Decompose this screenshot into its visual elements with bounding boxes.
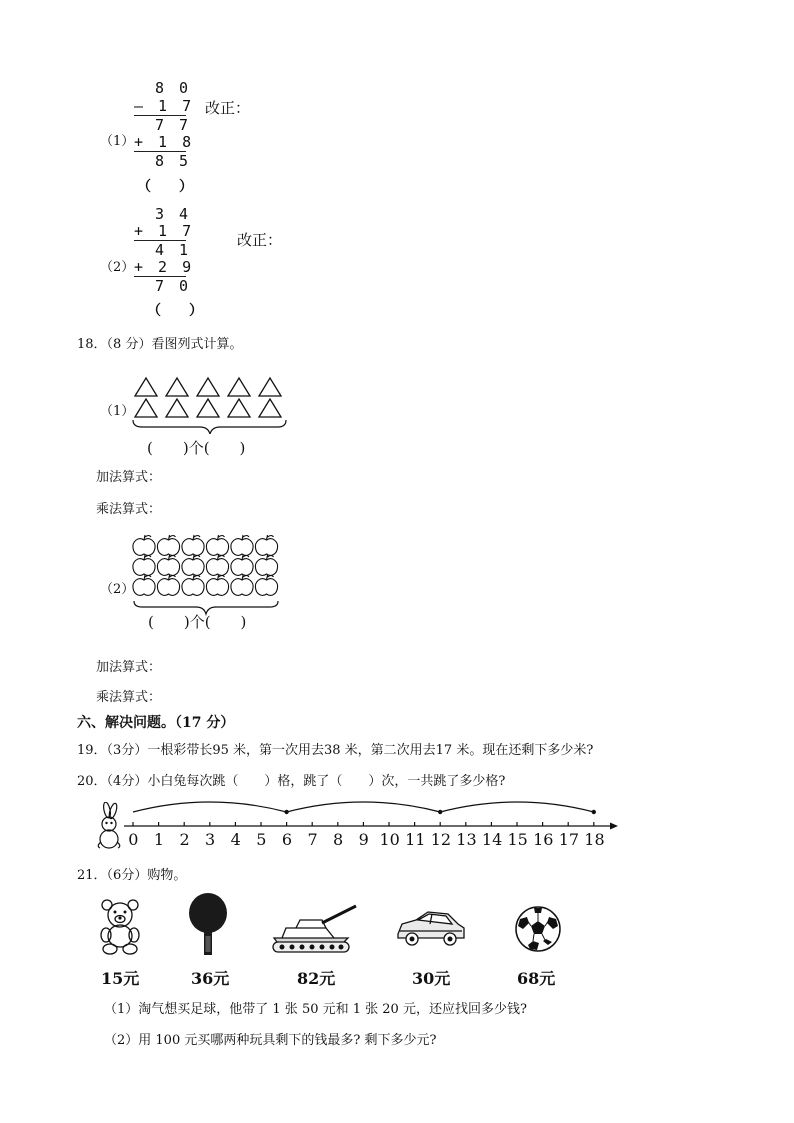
section6-title: 六、解决问题。（17 分） [77,715,235,731]
triangle-icon [166,378,188,396]
apple-icon [255,535,277,555]
q18-p2-add-label: 加法算式： [96,660,162,675]
q18-p1-caption[interactable]: ( )个( ) [147,439,246,457]
apple-icon [231,575,253,595]
apple-icon [157,555,179,575]
q18-p1-add-label: 加法算式： [96,470,162,485]
jump-landing-dot [592,810,595,813]
axis-arrow [610,823,618,830]
apple-icon [182,575,204,595]
ping-pong-paddle-icon [186,892,230,960]
number-label: 10 [379,830,400,849]
q18-p2-label: （2） [100,582,135,597]
number-label: 15 [507,830,528,849]
triangle-icon [259,378,281,396]
q17-p1-line1: 8 0 [155,79,192,97]
triangle-icon [197,378,219,396]
q18-p1-label: （1） [100,404,135,419]
q20-text: 20．（4分）小白兔每次跳（ ）格，跳了（ ）次，一共跳了多少格? [77,774,506,789]
q19-text: 19．（3分）一根彩带长95 米，第一次用去38 米，第二次用去17 米。现在还剩下多少米? [77,743,594,758]
q17-p1-correct-label: 改正： [205,99,251,117]
jump-arc [440,802,594,812]
number-line [120,798,620,832]
triangle-icon [259,399,281,417]
triangle-icon [135,399,157,417]
apple-icon [182,555,204,575]
triangle-icon [197,399,219,417]
number-label: 5 [256,830,267,849]
apple-icon [133,555,155,575]
apple-icon [206,575,228,595]
jump-arc [133,802,287,812]
q18-p2-caption[interactable]: ( )个( ) [148,613,247,631]
q17-p2-correct-label: 改正： [237,231,283,249]
toy-car-icon [394,906,468,950]
number-label: 0 [128,830,139,849]
triangle-icon [135,378,157,396]
number-label: 7 [307,830,318,849]
apple-icon [231,535,253,555]
number-label: 8 [333,830,344,849]
q17-p2-line5: 7 0 [155,277,192,295]
jump-arc [287,802,441,812]
apple-icon [255,555,277,575]
q17-p1-line5: 8 5 [155,152,192,170]
number-label: 14 [481,830,503,849]
apple-icon [157,575,179,595]
tank-icon [270,902,360,956]
q17-p1-line4: + 1 8 [134,133,195,151]
q18-p2-mul-label: 乘法算式： [96,690,162,705]
q21-sub1: （1）淘气想买足球，他带了 1 张 50 元和 1 张 20 元，还应找回多少钱? [104,1002,527,1017]
apple-icon [255,575,277,595]
teddy-bear-icon [98,898,142,956]
triangle-icon [228,399,250,417]
q17-p1-answer-paren[interactable]: （ ） [137,179,193,195]
apple-icon [133,575,155,595]
apple-icon [206,555,228,575]
price-tank: 82元 [297,969,336,988]
number-label: 4 [230,830,241,849]
triangle-icon [166,399,188,417]
q17-p2-line3: 4 1 [155,241,192,259]
q18-p1-mul-label: 乘法算式： [96,502,162,517]
q17-p2-line1: 3 4 [155,205,192,223]
brace-1 [133,420,286,434]
price-toy-car: 30元 [412,969,451,988]
q18-title: 18．（8 分）看图列式计算。 [77,337,243,352]
q17-p2-label: （2） [100,260,135,275]
price-teddy-bear: 15元 [101,969,140,988]
q17-p2-answer-paren[interactable]: （ ） [147,303,203,319]
soccer-ball-icon [514,905,562,953]
number-label: 1 [153,830,165,849]
apple-grid [130,533,282,618]
number-label: 9 [358,830,369,849]
apple-icon [182,535,204,555]
q17-p1-line3: 7 7 [155,116,192,134]
triangle-grid [130,374,290,434]
q21-title: 21．（6分）购物。 [77,868,187,883]
number-label: 6 [281,830,293,849]
apple-icon [133,535,155,555]
q17-p2-line2: + 1 7 [134,222,195,240]
apple-icon [157,535,179,555]
q21-sub2: （2）用 100 元买哪两种玩具剩下的钱最多? 剩下多少元? [104,1033,437,1048]
q17-p2-line4: + 2 9 [134,258,195,276]
q17-p1-line2: – 1 7 [134,97,195,115]
q17-p1-label: （1） [100,134,135,149]
price-soccer-ball: 68元 [517,969,556,988]
number-label: 16 [533,830,554,849]
number-label: 12 [430,830,452,849]
number-label: 13 [456,830,477,849]
number-label: 17 [558,830,580,849]
apple-icon [231,555,253,575]
number-label: 2 [179,830,190,849]
apple-icon [206,535,228,555]
number-label: 11 [405,830,426,849]
price-ping-pong-paddle: 36元 [191,969,230,988]
number-label: 18 [584,830,605,849]
number-label: 3 [205,830,216,849]
triangle-icon [228,378,250,396]
